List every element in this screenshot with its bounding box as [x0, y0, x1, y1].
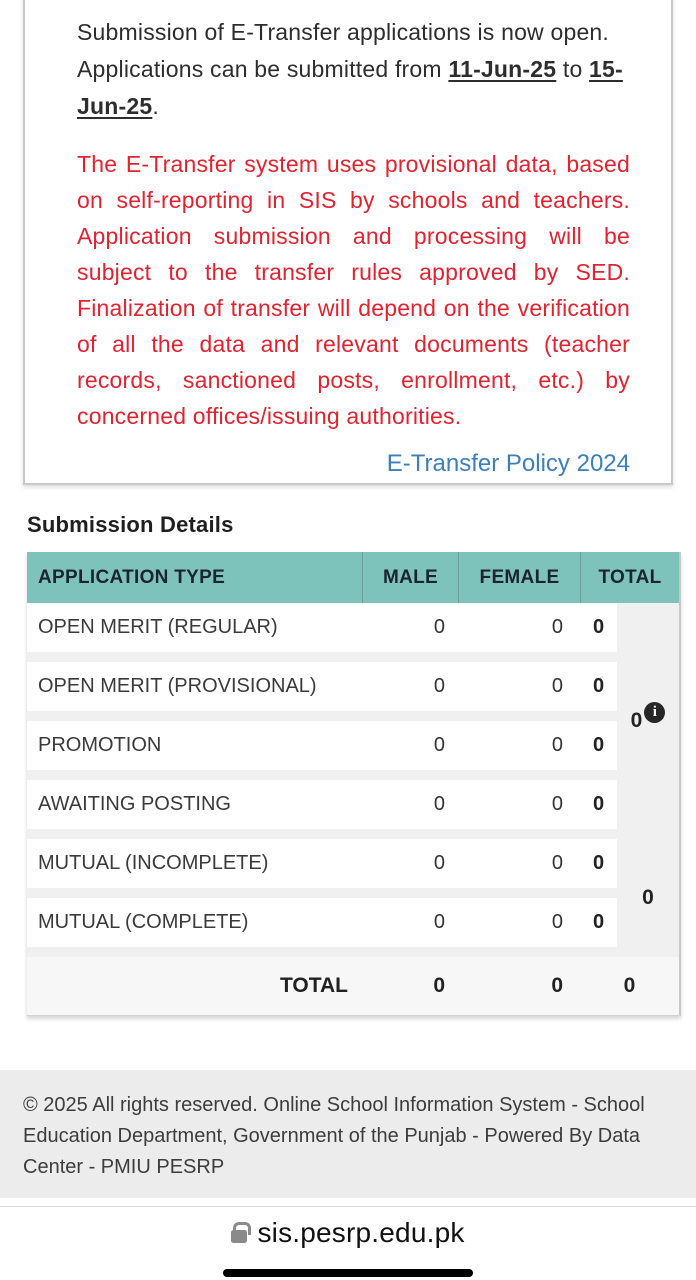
notice-intro-part1: Submission of E-Transfer applications is now open. Applications can be submitted from: [77, 19, 610, 82]
female-value: 0: [551, 734, 563, 756]
submission-start-date: 11-Jun-25: [448, 56, 557, 82]
grand-male-value: 0: [433, 974, 445, 997]
provisional-data-warning: The E-Transfer system uses provisional data, based on self-reporting in SIS by schools and teachers. Application submission and processing will be subject to the transfer rules approved by SED. Finalization of transfer will depend on the verification of all the data and relevant documents (teacher records, sanctioned posts, enrollment, etc.) by concerned offices/issuing authorities.: [77, 151, 630, 429]
table-body: [27, 603, 679, 1015]
total-value: 0: [592, 734, 605, 756]
group-total-value: 0: [630, 709, 643, 732]
table-row: [27, 898, 617, 947]
total-value: 0: [592, 675, 605, 697]
lock-icon: [231, 1230, 247, 1243]
row-label: PROMOTION: [38, 734, 162, 756]
policy-link-row: [77, 450, 630, 478]
male-value: 0: [433, 734, 445, 756]
submission-details-heading: Submission Details: [27, 512, 234, 537]
group-total-value: 0: [642, 886, 654, 909]
notice-intro-text: [77, 14, 630, 125]
site-url: sis.pesrp.edu.pk: [257, 1217, 465, 1248]
grand-total-label: TOTAL: [279, 974, 348, 997]
column-header-female: FEMALE: [458, 552, 580, 603]
submission-end-date: 15-Jun-25: [77, 56, 623, 119]
row-label: OPEN MERIT (REGULAR): [38, 616, 278, 638]
table-row: [27, 603, 617, 652]
total-value: 0: [592, 911, 605, 933]
row-label: AWAITING POSTING: [38, 793, 231, 815]
column-header-total: TOTAL: [580, 552, 679, 603]
etransfer-notice-box: [23, 0, 673, 485]
row-label: MUTUAL (COMPLETE): [38, 911, 249, 933]
column-header-male: MALE: [362, 552, 458, 603]
male-value: 0: [433, 616, 445, 638]
grand-total-value: 0: [623, 974, 636, 997]
browser-chrome-bar: [0, 1206, 696, 1280]
total-value: 0: [592, 793, 605, 815]
table-row: [27, 662, 617, 711]
column-header-application-type: APPLICATION TYPE: [38, 566, 226, 588]
info-icon[interactable]: i: [644, 702, 665, 723]
submission-details-table: [27, 552, 681, 1016]
male-value: 0: [433, 675, 445, 697]
grand-total-row: [27, 957, 679, 1015]
female-value: 0: [551, 911, 563, 933]
copyright-footer: © 2025 All rights reserved. Online School Information System - School Education Department, Government of the Punjab - Powered By Data Center - PMIU PESRP: [0, 1070, 696, 1198]
female-value: 0: [551, 793, 563, 815]
male-value: 0: [433, 911, 445, 933]
row-label: MUTUAL (INCOMPLETE): [38, 852, 269, 874]
mutual-group-total: [617, 839, 679, 957]
table-row: [27, 721, 617, 770]
female-value: 0: [551, 616, 563, 638]
female-value: 0: [551, 675, 563, 697]
notice-intro-part2: to: [556, 56, 590, 82]
row-label: OPEN MERIT (PROVISIONAL): [38, 675, 317, 697]
male-value: 0: [433, 793, 445, 815]
open-merit-group-total: [617, 603, 679, 839]
table-row: [27, 780, 617, 829]
female-value: 0: [551, 852, 563, 874]
table-row: [27, 839, 617, 888]
address-bar[interactable]: [0, 1217, 696, 1249]
home-indicator-bar[interactable]: [223, 1269, 473, 1277]
table-header-row: [27, 552, 679, 603]
male-value: 0: [433, 852, 445, 874]
total-value: 0: [592, 852, 605, 874]
notice-intro-part3: .: [152, 93, 159, 119]
etransfer-policy-link[interactable]: E-Transfer Policy 2024: [386, 450, 630, 477]
total-value: 0: [592, 616, 605, 638]
grand-female-value: 0: [551, 974, 563, 997]
